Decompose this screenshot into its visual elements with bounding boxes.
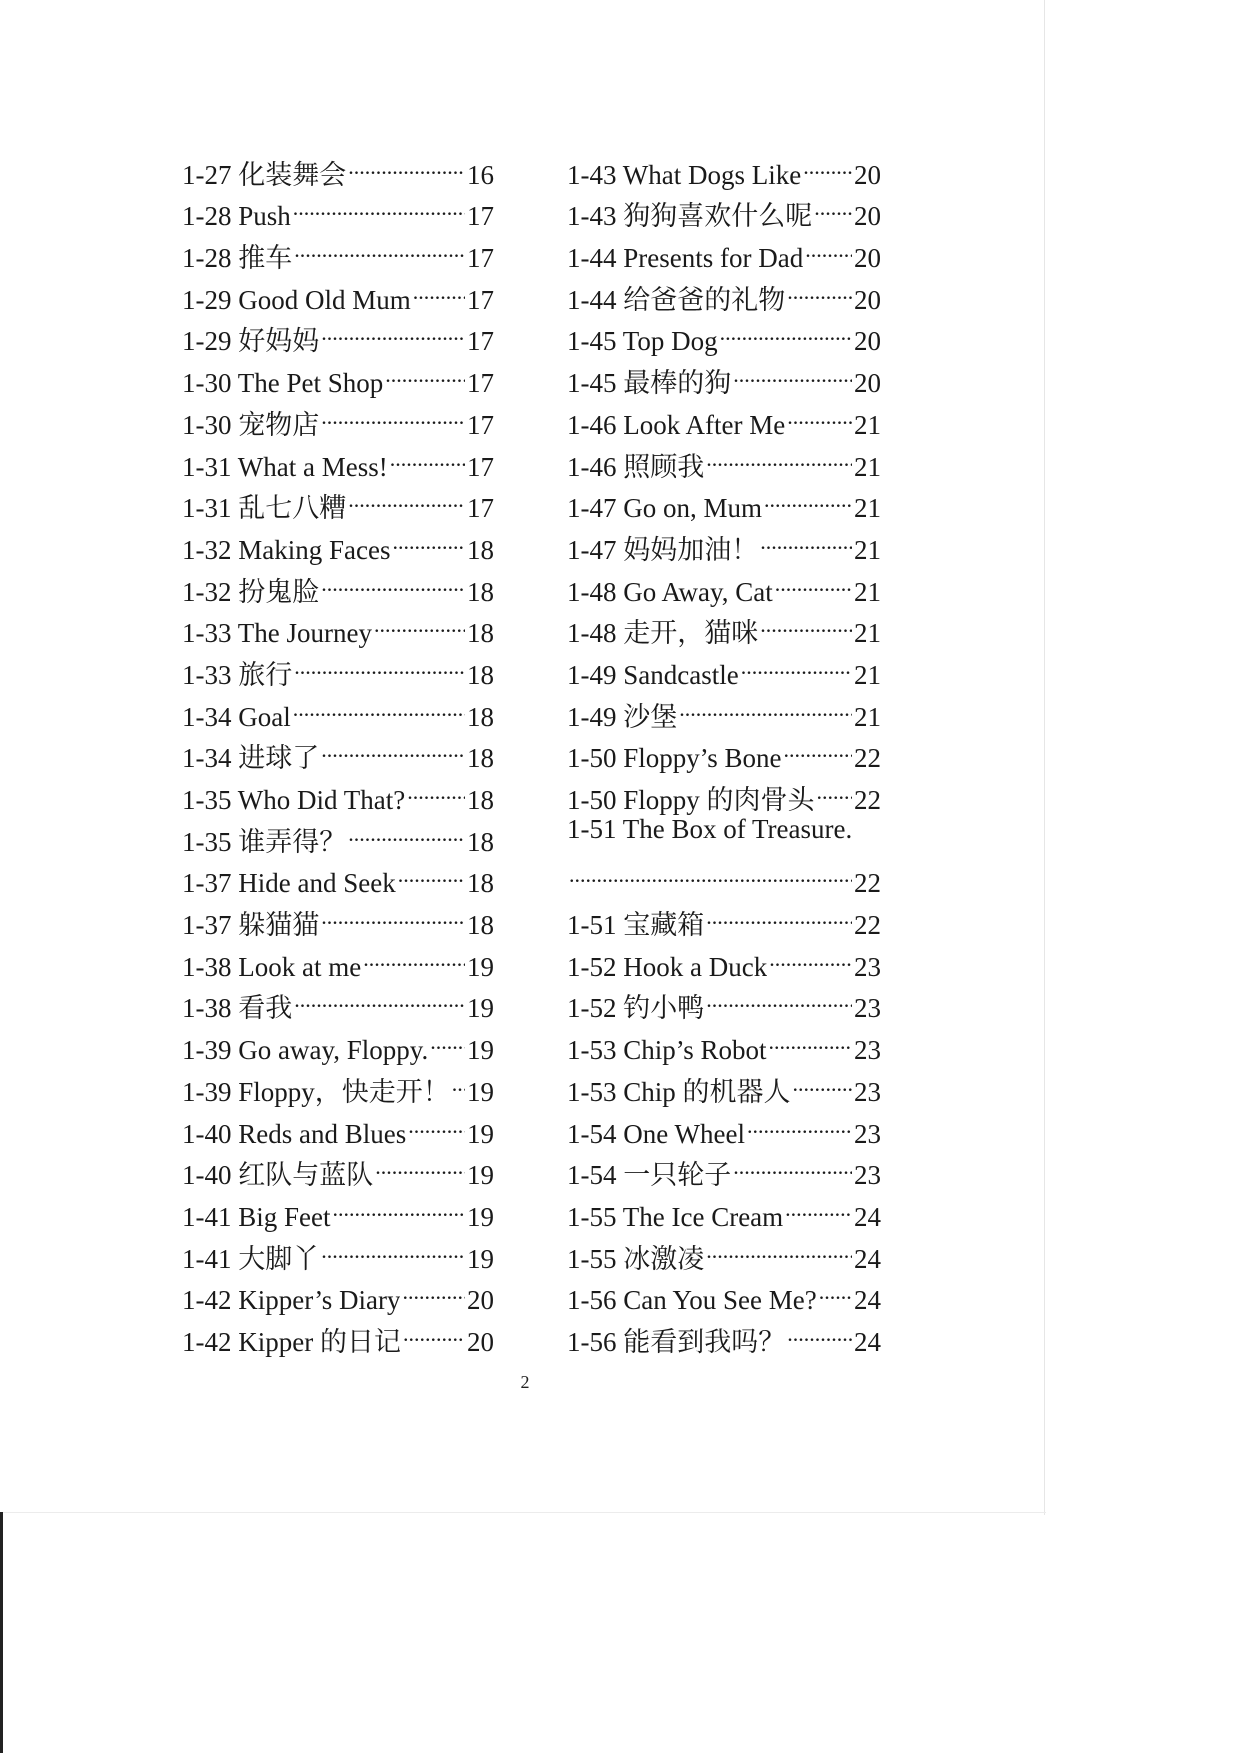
toc-dot-leader xyxy=(408,1101,465,1143)
toc-right-column xyxy=(567,142,881,1357)
toc-entry-page: 18 xyxy=(467,743,494,774)
toc-dot-leader xyxy=(775,559,852,601)
toc-entry-title: 1-54 One Wheel xyxy=(567,1118,745,1149)
toc-entry-title: 1-42 Kipper 的日记 xyxy=(182,1326,401,1357)
toc-entry-title: 1-32 Making Faces xyxy=(182,534,391,565)
toc-entry-page: 23 xyxy=(854,1160,881,1191)
toc-entry-title: 1-35 谁弄得？ xyxy=(182,826,347,857)
toc-entry-page: 18 xyxy=(467,868,494,899)
toc-entry-page: 17 xyxy=(467,451,494,482)
toc-entry-page: 17 xyxy=(467,201,494,232)
toc-entry-title: 1-29 Good Old Mum xyxy=(182,284,411,315)
toc-entry-page: 20 xyxy=(854,284,881,315)
toc-dot-leader xyxy=(402,1268,465,1310)
toc-dot-leader xyxy=(321,1226,465,1268)
toc-entry-title: 1-42 Kipper’s Diary xyxy=(182,1285,401,1316)
toc-dot-leader xyxy=(733,350,852,392)
toc-entry-title: 1-52 钓小鸭 xyxy=(567,993,705,1024)
toc-dot-leader xyxy=(706,434,852,476)
toc-entry-title: 1-48 Go Away, Cat xyxy=(567,576,773,607)
toc-entry-page: 18 xyxy=(467,701,494,732)
toc-entry-page: 22 xyxy=(854,868,881,899)
toc-entry-page: 23 xyxy=(854,1076,881,1107)
toc-entry-page: 21 xyxy=(854,409,881,440)
toc-dot-leader xyxy=(348,142,465,184)
toc-entry-page: 17 xyxy=(467,326,494,357)
toc-entry-title: 1-41 大脚丫 xyxy=(182,1243,320,1274)
toc-entry-title: 1-46 Look After Me xyxy=(567,409,786,440)
toc-left-column xyxy=(182,142,494,1357)
toc-entry-page: 23 xyxy=(854,993,881,1024)
toc-entry xyxy=(567,892,881,941)
toc-dot-leader xyxy=(793,1059,852,1101)
toc-entry-page: 17 xyxy=(467,493,494,524)
toc-entry-title: 1-49 Sandcastle xyxy=(567,659,739,690)
toc-entry-page: 22 xyxy=(854,785,881,815)
toc-dot-leader xyxy=(784,726,852,768)
toc-entry-title: 1-56 能看到我吗？ xyxy=(567,1326,786,1357)
toc-entry-page: 17 xyxy=(467,409,494,440)
scan-edge-left xyxy=(0,1512,3,1753)
scan-edge-right xyxy=(1044,0,1045,1515)
toc-dot-leader xyxy=(333,1184,466,1226)
toc-entry-page: 18 xyxy=(467,785,494,815)
toc-entry-page: 20 xyxy=(854,201,881,232)
toc-entry-page: 18 xyxy=(467,826,494,857)
toc-dot-leader xyxy=(385,350,465,392)
toc-dot-leader xyxy=(569,851,852,893)
toc-dot-leader xyxy=(430,1017,465,1059)
toc-dot-leader xyxy=(321,726,465,768)
toc-entry-title: 1-45 最棒的狗 xyxy=(567,368,732,399)
page-number: 2 xyxy=(520,1372,530,1392)
toc-entry-title: 1-53 Chip 的机器人 xyxy=(567,1076,791,1107)
toc-dot-leader xyxy=(769,1017,852,1059)
toc-entry-title: 1-46 照顾我 xyxy=(567,451,705,482)
toc-dot-leader xyxy=(321,559,465,601)
toc-entry-title: 1-44 Presents for Dad xyxy=(567,243,804,274)
toc-entry-title: 1-30 The Pet Shop xyxy=(182,368,384,399)
toc-dot-leader xyxy=(348,809,465,851)
toc-dot-leader xyxy=(760,601,852,643)
toc-dot-leader xyxy=(817,767,852,809)
toc-entry-title: 1-44 给爸爸的礼物 xyxy=(567,284,786,315)
toc-dot-leader xyxy=(294,642,465,684)
toc-dot-leader xyxy=(803,142,852,184)
toc-dot-leader xyxy=(321,309,465,351)
toc-dot-leader xyxy=(390,434,465,476)
toc-entry-page: 17 xyxy=(467,284,494,315)
toc-entry-title: 1-38 Look at me xyxy=(182,951,362,982)
toc-entry-title: 1-41 Big Feet xyxy=(182,1201,331,1232)
toc-entry-title: 1-47 Go on, Mum xyxy=(567,493,762,524)
toc-entry-title: 1-37 Hide and Seek xyxy=(182,868,396,899)
toc-entry-page: 19 xyxy=(467,1243,494,1274)
toc-dot-leader xyxy=(413,267,465,309)
toc-entry-title: 1-28 推车 xyxy=(182,243,293,274)
toc-dot-leader xyxy=(403,1309,465,1351)
toc-entry-title: 1-29 好妈妈 xyxy=(182,326,320,357)
toc-entry-title: 1-43 What Dogs Like xyxy=(567,159,802,190)
toc-entry-page: 21 xyxy=(854,576,881,607)
toc-dot-leader xyxy=(769,934,852,976)
toc-dot-leader xyxy=(679,684,852,726)
toc-entry-title: 1-32 扮鬼脸 xyxy=(182,576,320,607)
toc-dot-leader xyxy=(321,392,465,434)
toc-entry-title: 1-40 红队与蓝队 xyxy=(182,1160,374,1191)
toc-entry-title: 1-53 Chip’s Robot xyxy=(567,1035,767,1066)
toc-entry-page: 19 xyxy=(467,1118,494,1149)
toc-entry-page: 18 xyxy=(467,576,494,607)
toc-entry-page: 18 xyxy=(467,618,494,649)
toc-entry-page: 20 xyxy=(467,1285,494,1316)
toc-dot-leader xyxy=(787,267,852,309)
toc-dot-leader xyxy=(407,767,465,809)
toc-entry-page: 21 xyxy=(854,618,881,649)
toc-entry-page: 22 xyxy=(854,910,881,941)
toc-entry-title: 1-28 Push xyxy=(182,201,291,232)
toc-entry-page: 19 xyxy=(467,993,494,1024)
toc-dot-leader xyxy=(787,392,852,434)
toc-dot-leader xyxy=(787,1309,852,1351)
scan-edge-bottom xyxy=(0,1512,1046,1513)
toc-entry-title: 1-35 Who Did That? xyxy=(182,785,406,815)
toc-dot-leader xyxy=(805,225,852,267)
toc-dot-leader xyxy=(733,1143,852,1185)
toc-entry-page: 18 xyxy=(467,659,494,690)
toc-dot-leader xyxy=(293,184,465,226)
toc-entry-title: 1-39 Go away, Floppy. xyxy=(182,1035,429,1066)
toc-entry-page: 21 xyxy=(854,493,881,524)
toc-entry-title: 1-40 Reds and Blues xyxy=(182,1118,407,1149)
toc-entry-title: 1-51 The Box of Treasure. xyxy=(567,814,853,844)
toc-entry-page: 23 xyxy=(854,1118,881,1149)
toc-dot-leader xyxy=(760,517,852,559)
toc-entry-page: 19 xyxy=(467,1076,494,1107)
toc-entry-page: 19 xyxy=(467,1035,494,1066)
toc-entry-page: 23 xyxy=(854,1035,881,1066)
toc-entry-page: 19 xyxy=(467,951,494,982)
toc-dot-leader xyxy=(375,1143,465,1185)
toc-entry-page: 24 xyxy=(854,1201,881,1232)
toc-entry-page: 19 xyxy=(467,1160,494,1191)
toc-entry-title: 1-31 What a Mess! xyxy=(182,451,388,482)
toc-dot-leader xyxy=(398,851,465,893)
toc-entry-title: 1-51 宝藏箱 xyxy=(567,910,705,941)
toc-entry-page: 18 xyxy=(467,534,494,565)
toc-dot-leader xyxy=(374,601,465,643)
toc-dot-leader xyxy=(706,892,852,934)
toc-dot-leader xyxy=(819,1268,852,1310)
toc-dot-leader xyxy=(293,684,465,726)
toc-entry-title: 1-50 Floppy’s Bone xyxy=(567,743,782,774)
toc-entry-page: 20 xyxy=(854,243,881,274)
toc-entry xyxy=(567,809,881,851)
toc-entry-title: 1-52 Hook a Duck xyxy=(567,951,768,982)
toc-entry-title: 1-34 Goal xyxy=(182,701,291,732)
toc-entry-page: 24 xyxy=(854,1285,881,1316)
toc-entry-title: 1-55 The Ice Cream xyxy=(567,1201,784,1232)
toc-entry-title: 1-37 躲猫猫 xyxy=(182,910,320,941)
toc-dot-leader xyxy=(706,976,852,1018)
toc-entry-page: 23 xyxy=(854,951,881,982)
toc-entry-title: 1-38 看我 xyxy=(182,993,293,1024)
toc-entry xyxy=(182,142,494,190)
toc-entry-page: 16 xyxy=(467,159,494,190)
toc-entry-title: 1-31 乱七八糟 xyxy=(182,493,347,524)
toc-entry-page: 17 xyxy=(467,243,494,274)
toc-entry-page: 18 xyxy=(467,910,494,941)
toc-dot-leader xyxy=(392,517,465,559)
toc-entry-page: 21 xyxy=(854,659,881,690)
toc-dot-leader xyxy=(321,892,465,934)
toc-entry-title: 1-48 走开，猫咪 xyxy=(567,618,759,649)
toc-entry-title: 1-27 化装舞会 xyxy=(182,159,347,190)
toc-entry-title: 1-55 冰激凌 xyxy=(567,1243,705,1274)
toc-dot-leader xyxy=(720,309,852,351)
toc-entry-title: 1-56 Can You See Me? xyxy=(567,1285,817,1316)
toc-entry-title: 1-33 旅行 xyxy=(182,659,293,690)
toc-entry-title: 1-49 沙堡 xyxy=(567,701,678,732)
toc-entry-page: 19 xyxy=(467,1201,494,1232)
toc-entry-page: 22 xyxy=(854,743,881,774)
toc-dot-leader xyxy=(747,1101,852,1143)
toc-dot-leader xyxy=(363,934,465,976)
toc-dot-leader xyxy=(348,476,465,518)
toc-entry-title: 1-34 进球了 xyxy=(182,743,320,774)
toc-dot-leader xyxy=(706,1226,852,1268)
toc-entry-title: 1-33 The Journey xyxy=(182,618,372,649)
toc-entry-title: 1-39 Floppy，快走开！ xyxy=(182,1076,450,1107)
toc-entry-page: 21 xyxy=(854,534,881,565)
toc-entry-page: 20 xyxy=(467,1326,494,1357)
toc-dot-leader xyxy=(294,225,465,267)
toc-dot-leader xyxy=(294,976,465,1018)
toc-entry-page: 24 xyxy=(854,1243,881,1274)
toc-entry-title: 1-45 Top Dog xyxy=(567,326,718,357)
toc-entry-page: 20 xyxy=(854,368,881,399)
toc-dot-leader xyxy=(741,642,852,684)
toc-entry-title: 1-50 Floppy 的肉骨头 xyxy=(567,785,815,815)
toc-entry-title: 1-30 宠物店 xyxy=(182,409,320,440)
toc-entry-page: 24 xyxy=(854,1326,881,1357)
toc-entry xyxy=(567,851,881,899)
toc-dot-leader xyxy=(452,1059,465,1101)
toc-entry xyxy=(567,142,881,190)
toc-entry-page: 20 xyxy=(854,159,881,190)
toc-entry-title: 1-54 一只轮子 xyxy=(567,1160,732,1191)
toc-entry-page: 21 xyxy=(854,451,881,482)
toc-entry-page: 20 xyxy=(854,326,881,357)
toc-dot-leader xyxy=(785,1184,852,1226)
toc-entry-title: 1-43 狗狗喜欢什么呢 xyxy=(567,201,813,232)
toc-dot-leader xyxy=(764,476,852,518)
toc-entry-title: 1-47 妈妈加油！ xyxy=(567,534,759,565)
toc-dot-leader xyxy=(814,184,852,226)
toc-entry-page: 21 xyxy=(854,701,881,732)
toc-entry-page: 17 xyxy=(467,368,494,399)
